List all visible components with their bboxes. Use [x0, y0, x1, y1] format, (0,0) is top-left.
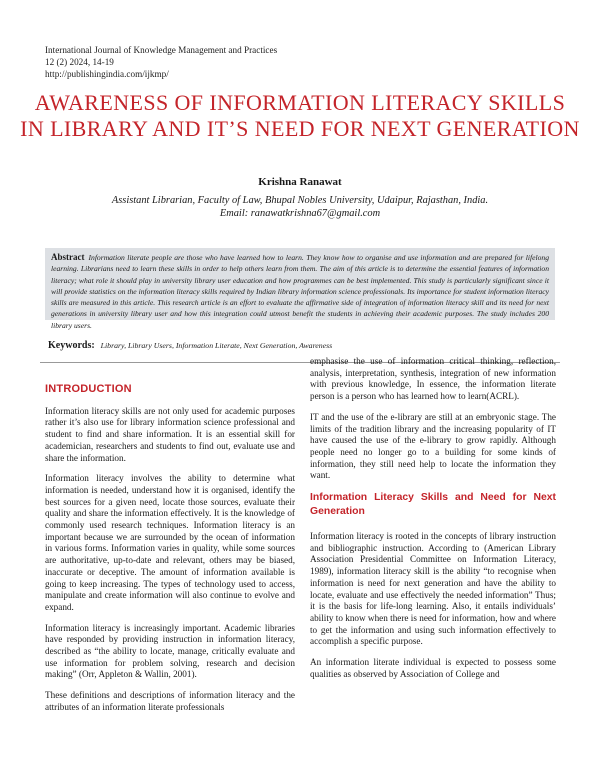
- abstract-text: Information literate people are those who have learned how to learn. They know how to organise and use information and are prepared for lifelong learning. Librarians need to learn these skills in order to help others learn from them. The aim of this article is to determine the essential features of information literacy; what role it should play in university library user education and how programmes can be best implemented. This study is particularly significant since it will provide statistics on the information literacy skills required by Indian library information science professionals. Its importance for student information literacy skills are measured in this article. This research article is an effort to evaluate the affirmative side of integration of information literacy skill and its need for next generations in university library user and how this integration could utmost benefit the students in achieving their academic purposes. The study includes 200 library users.: [51, 253, 549, 330]
- author-affiliation: Assistant Librarian, Faculty of Law, Bhupal Nobles University, Udaipur, Rajasthan, India.: [111, 195, 489, 206]
- journal-volume: 12 (2) 2024, 14-19: [45, 57, 114, 67]
- keywords: [48, 340, 332, 351]
- journal-header: [45, 44, 277, 80]
- right-paragraph-2: IT and the use of the e-library are still at an embryonic stage. The limits of the tradition library and the increasing popularity of IT have caused the use of the e-library to grow rapidly. Although people need no longer go to a building for some kinds of information, they still need help to locate the information they want.: [310, 411, 556, 481]
- right-column: [310, 356, 556, 689]
- intro-paragraph-2: Information literacy involves the ability to determine what information is needed, understand how it is organised, identify the best sources for a given need, locate those sources, evaluate their quality and share the information effectively. It is the knowledge of commonly used research techniques. Information literacy is an important because we are surrounded by the ocean of information in various forms. Information varies in quality, while some sources are authoritative, up-to-date and relevant, others may be biased, inaccurate or deceptive. The amount of information available is going to keep increasing. The types of technology used to access, manipulate and create information will also continue to evolve and expand.: [45, 473, 295, 612]
- right-paragraph-1: emphasise the use of information critical thinking, reflection, analysis, interpretation, synthesis, integration of new information with previous knowledge, In essence, the information literate person is a person who has learned how to learn(ACRL).: [310, 356, 556, 402]
- journal-name: International Journal of Knowledge Management and Practices: [45, 45, 278, 55]
- paper-title: AWARENESS OF INFORMATION LITERACY SKILLS IN LIBRARY AND IT’S NEED FOR NEXT GENERATION: [20, 90, 580, 141]
- intro-paragraph-3: Information literacy is increasingly important. Academic libraries have responded by providing instruction in information literacy, described as “the ability to locate, manage, critically evaluate and use information for problem solving, research and decision making” (Orr, Appleton & Wallin, 2001).: [45, 622, 295, 680]
- abstract-box: [45, 248, 555, 330]
- author-name: Krishna Ranawat: [258, 176, 342, 188]
- section-heading-introduction: INTRODUCTION: [45, 383, 132, 395]
- keywords-label: Keywords:: [48, 340, 95, 351]
- intro-paragraph-4: These definitions and descriptions of information literacy and the attributes of an information literate professionals: [45, 690, 295, 712]
- left-column: [45, 384, 295, 723]
- journal-url[interactable]: http://publishingindia.com/ijkmp/: [45, 69, 169, 79]
- section-heading-skills: Information Literacy Skills and Need for Next Generation: [310, 492, 556, 518]
- author-affiliation-block: [0, 194, 600, 220]
- author-email[interactable]: Email: ranawatkrishna67@gmail.com: [219, 208, 381, 219]
- right-paragraph-3: Information literacy is rooted in the concepts of library instruction and bibliographic instruction. According to (American Library Association Presidential Committee on Information Literacy, 1989), information literacy skill is the ability “to recognise when information is need for next generation and have the ability to locate, evaluate and use effectively the needed information” Thus; it is the basis for life-long learning. Also, it entails individuals’ ability to know when there is need for information, how and where to get the information and using such information effectively to accomplish a specific purpose.: [310, 531, 556, 647]
- keywords-text: Library, Library Users, Information Literate, Next Generation, Awareness: [100, 341, 333, 350]
- abstract-label: Abstract: [51, 252, 85, 262]
- intro-paragraph-1: Information literacy skills are not only used for academic purposes rather it’s also use for library information science professional and student to find and share information. It is an essential skill for academician, researchers and students to find out, evaluate use and share the information.: [45, 405, 295, 463]
- right-paragraph-4: An information literate individual is expected to possess some qualities as observed by Association of College and: [310, 657, 556, 679]
